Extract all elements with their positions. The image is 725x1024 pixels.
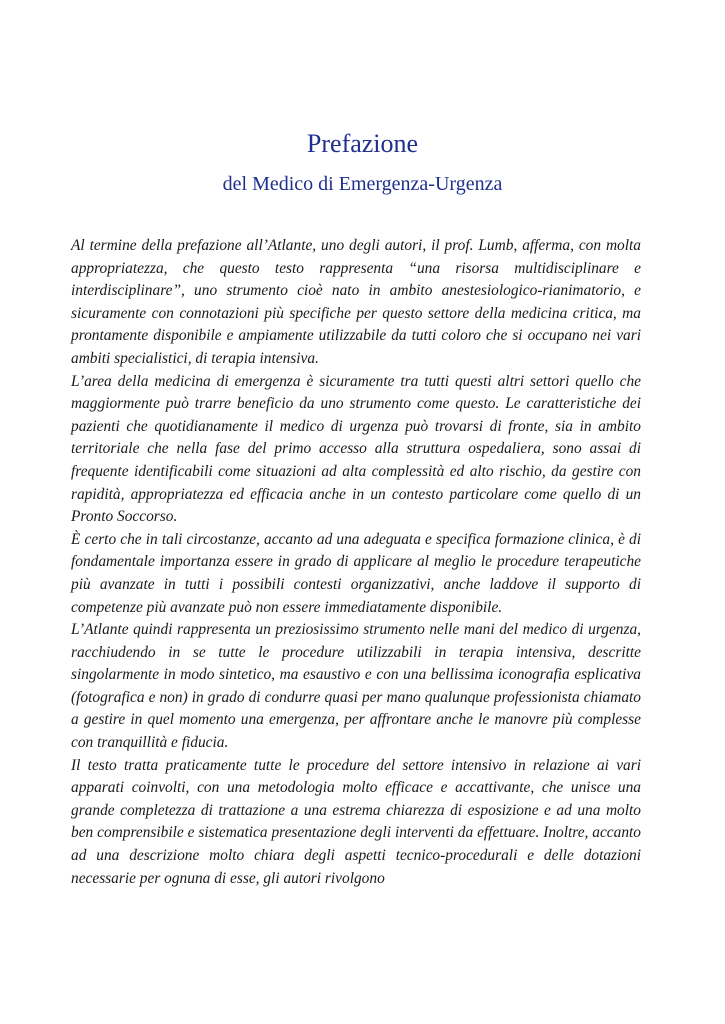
paragraph-4: L’Atlante quindi rappresenta un preziosissimo strumento nelle mani del medico di urgenza, racchiudendo in se tutte le procedure utilizzabili in terapia intensiva, descritte singolarmente in modo sintetico, ma esaustivo e con una bellissima iconografia esplicativa (fotografica e non) in grado di condurre quasi per mano qualunque professionista chiamato a gestire in quel momento una emergenza, per affrontare anche le manovre più complesse con tranquillità e fiducia. (71, 621, 641, 752)
body-text (71, 235, 641, 890)
page-subtitle: del Medico di Emergenza-Urgenza (222, 173, 503, 195)
paragraph-2: L’area della medicina di emergenza è sicuramente tra tutti questi altri settori quello che maggiormente può trarre beneficio da uno strumento come questo. Le caratteristiche dei pazienti che quotidianamente il medico di urgenza può trovarsi di fronte, sia in ambito territoriale che nella fase del primo accesso alla struttura ospedaliera, sono assai di frequente identificabili come situazioni ad alta complessità ed alto rischio, da gestire con rapidità, appropriatezza ed efficacia anche in un contesto particolare come quello di un Pronto Soccorso. (71, 372, 641, 526)
paragraph-3: È certo che in tali circostanze, accanto ad una adeguata e specifica formazione clinica, è di fondamentale importanza essere in grado di applicare al meglio le procedure terapeutiche più avanzate in tutti i possibili contesti organizzativi, anche laddove il supporto di competenze più avanzate può non essere immediatamente disponibile. (71, 530, 641, 616)
paragraph-1: Al termine della prefazione all’Atlante, uno degli autori, il prof. Lumb, afferma, con molta appropriatezza, che questo testo rappresenta “una risorsa multidisciplinare e interdisciplinare”, uno strumento cioè nato in ambito anestesiologico-rianimatorio, e sicuramente con connotazioni più specifiche per questo settore della medicina critica, ma prontamente disponibile e ampiamente utilizzabile da tutti coloro che si occupano nei vari ambiti specialistici, di terapia intensiva. (71, 237, 641, 367)
page-title: Prefazione (306, 129, 419, 158)
paragraph-5: Il testo tratta praticamente tutte le procedure del settore intensivo in relazione ai vari apparati coinvolti, con una metodologia molto efficace e accattivante, che unisce una grande completezza di trattazione a una estrema chiarezza di esposizione e ad una molto ben comprensibile e sistematica presentazione degli interventi da effettuare. Inoltre, accanto ad una descrizione molto chiara degli aspetti tecnico-procedurali e delle dotazioni necessarie per ognuna di esse, gli autori rivolgono (71, 756, 641, 887)
